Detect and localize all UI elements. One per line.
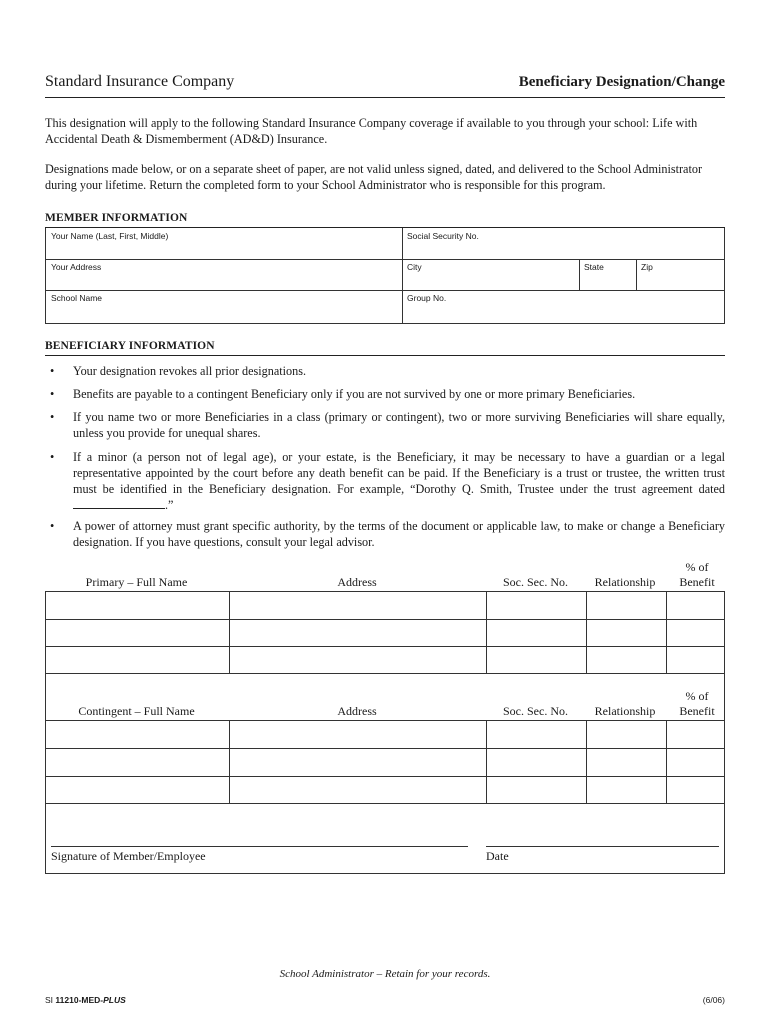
member-signature-label: Signature of Member/Employee <box>51 849 206 863</box>
table-col-divider <box>586 721 587 803</box>
primary-col-address-header: Address <box>337 575 377 589</box>
form-title: Beneficiary Designation/Change <box>518 74 725 90</box>
form-number-suffix: PLUS <box>103 995 126 1005</box>
contingent-col-address-header: Address <box>337 704 377 718</box>
contingent-col-relationship-header: Relationship <box>594 704 656 718</box>
bullet-text-trust-example <box>73 449 725 513</box>
form-number <box>45 995 126 1005</box>
table-col-divider <box>586 592 587 673</box>
trust-date-blank[interactable] <box>73 498 165 509</box>
member-group-label: Group No. <box>407 293 447 303</box>
date-label: Date <box>486 849 509 863</box>
member-information-title: MEMBER INFORMATION <box>45 212 188 224</box>
table-row-divider <box>46 776 724 777</box>
primary-col-relationship-header: Relationship <box>594 575 656 589</box>
beneficiary-information-title: BENEFICIARY INFORMATION <box>45 340 215 352</box>
bullet-item <box>45 363 725 379</box>
bullet-text: If a minor (a person not of legal age), or your estate, is the Beneficiary, it may be necessary to have a guardian or a legal representative appointed by the court before any death benefit can be paid. If the Beneficiary is a trust or trustee, the written trust must be identified in the Beneficiary designation. For example, “Dorothy Q. Smith, Trustee under the trust agreement dated <box>73 450 725 496</box>
table-col-divider <box>229 592 230 673</box>
bullet-dot: • <box>50 364 55 378</box>
contingent-col-ssn-header: Soc. Sec. No. <box>503 704 568 718</box>
bullet-dot: • <box>50 519 55 533</box>
member-address-field[interactable] <box>46 259 402 290</box>
header-rule <box>45 97 725 98</box>
bullet-dot: • <box>50 387 55 401</box>
bullet-dot: • <box>50 410 55 424</box>
member-signature-line[interactable] <box>51 846 468 847</box>
member-address-label: Your Address <box>51 262 102 272</box>
bullet-item <box>45 409 725 441</box>
signature-box <box>45 803 725 874</box>
table-col-divider <box>229 721 230 803</box>
member-city-field[interactable] <box>402 259 579 290</box>
table-row-divider <box>46 619 724 620</box>
bullet-quote-end: .” <box>165 498 174 512</box>
member-state-field[interactable] <box>579 259 636 290</box>
primary-col-percent-header: % of Benefit <box>679 560 715 589</box>
member-ssn-field[interactable] <box>402 228 724 259</box>
retain-records-note: School Administrator – Retain for your records. <box>279 968 491 980</box>
bullet-text: Benefits are payable to a contingent Beneficiary only if you are not survived by one or more primary Beneficiaries. <box>73 387 636 401</box>
form-number-main: 11210-MED- <box>55 995 104 1005</box>
member-state-label: State <box>584 262 604 272</box>
contingent-col-name-header: Contingent – Full Name <box>78 704 195 718</box>
member-ssn-label: Social Security No. <box>407 231 479 241</box>
contingent-col-percent-header: % of Benefit <box>679 689 715 718</box>
bullet-item <box>45 449 725 513</box>
table-frame-right <box>724 674 725 720</box>
table-col-divider <box>486 721 487 803</box>
form-date: (6/06) <box>702 995 725 1005</box>
intro-paragraph-validity: Designations made below, or on a separate sheet of paper, are not valid unless signed, dated, and delivered to the School Administrator during your lifetime. Return the completed form to your School Administrator who is responsible for this program. <box>45 162 702 192</box>
table-row-divider <box>46 748 724 749</box>
table-col-divider <box>486 592 487 673</box>
bullet-item <box>45 386 725 402</box>
member-school-label: School Name <box>51 293 103 303</box>
member-name-label: Your Name (Last, First, Middle) <box>51 231 169 241</box>
intro-paragraph-coverage: This designation will apply to the following Standard Insurance Company coverage if available to you through your school: Life with Accidental Death & Dismemberment (AD&D) Insurance. <box>45 116 698 146</box>
member-zip-field[interactable] <box>636 259 724 290</box>
member-information-grid <box>45 228 725 324</box>
member-zip-label: Zip <box>641 262 653 272</box>
beneficiary-section-rule <box>45 355 725 356</box>
primary-beneficiary-table <box>45 591 725 674</box>
bullet-text: If you name two or more Beneficiaries in a class (primary or contingent), two or more surviving Beneficiaries will share equally, unless you provide for unequal shares. <box>73 410 725 440</box>
bullet-text: A power of attorney must grant specific authority, by the terms of the document or applicable law, to make or change a Beneficiary designation. If you have questions, consult your legal advisor. <box>73 519 725 549</box>
bullet-dot: • <box>50 450 55 464</box>
primary-col-name-header: Primary – Full Name <box>85 575 188 589</box>
member-city-label: City <box>407 262 422 272</box>
member-school-field[interactable] <box>46 290 402 323</box>
member-group-field[interactable] <box>402 290 724 323</box>
table-col-divider <box>666 592 667 673</box>
bullet-item <box>45 518 725 550</box>
form-number-prefix: SI <box>45 995 56 1005</box>
contingent-beneficiary-table <box>45 720 725 804</box>
bullet-text: Your designation revokes all prior designations. <box>73 364 307 378</box>
date-line[interactable] <box>486 846 719 847</box>
member-name-field[interactable] <box>46 228 402 259</box>
table-row-divider <box>46 646 724 647</box>
company-name: Standard Insurance Company <box>45 73 235 90</box>
table-frame-left <box>45 674 46 720</box>
primary-col-ssn-header: Soc. Sec. No. <box>503 575 568 589</box>
table-col-divider <box>666 721 667 803</box>
